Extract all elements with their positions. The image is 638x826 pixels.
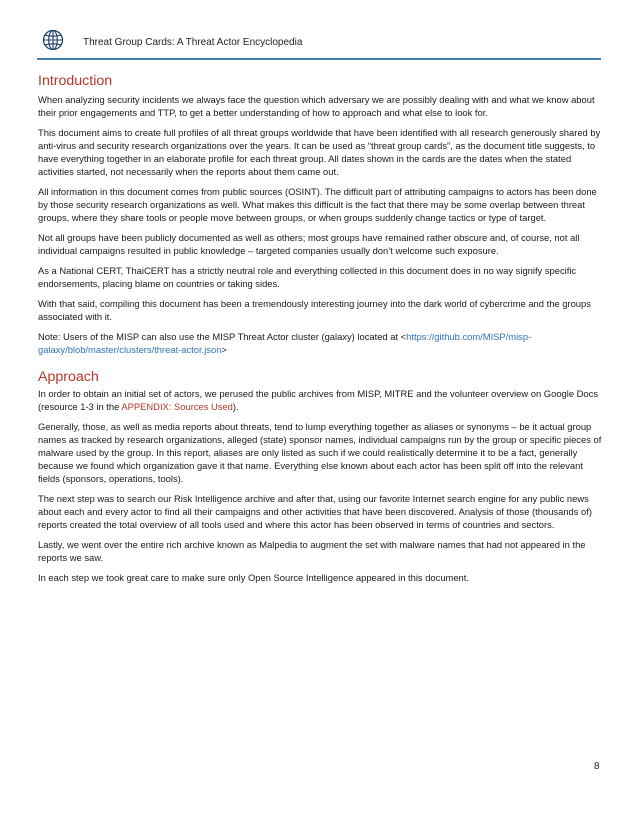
approach-heading: Approach bbox=[38, 369, 99, 385]
approach-paragraph-5: In each step we took great care to make sure only Open Source Intelligence appeared in this document. bbox=[38, 572, 469, 583]
intro-paragraph-2: This document aims to create full profiles of all threat groups worldwide that have been identified with all research generously shared by anti-virus and security research organizations over the years. It can be used as “threat group cards”, as the document title suggests, to have everything together in an elaborate profile for each threat group. All dates shown in the cards are the dates when the stated activities started, not necessarily when the reports about them came out. bbox=[38, 127, 601, 177]
document-title: Threat Group Cards: A Threat Actor Encyclopedia bbox=[83, 37, 303, 48]
approach-paragraph-2: Generally, those, as well as media reports about threats, tend to lump everything together as aliases or synonyms – be it actual group names as tracked by research organizations, alleged (state) sponsor names, individual campaigns run by the group or specific pieces of malware used by the group. In this report, aliases are only listed as such if we could realistically determine it to be a fact, generally because we found which organization gave it that name. Everything else known about each actor has been split off into the relevant fields (sponsors, operations, tools). bbox=[38, 421, 602, 484]
page-content bbox=[38, 73, 604, 591]
intro-paragraph-6: With that said, compiling this document has been a tremendously interesting journey into the dark world of cybercrime and the groups associated with it. bbox=[38, 298, 591, 322]
introduction-heading: Introduction bbox=[38, 73, 113, 89]
intro-paragraph-5: As a National CERT, ThaiCERT has a strictly neutral role and everything collected in this document does in no way signify specific endorsements, placing blame on countries or taking sides. bbox=[38, 265, 577, 289]
intro-paragraph-4: Not all groups have been publicly documented as well as others; most groups have remained rather obscure and, of course, not all individual campaigns resulted in public knowledge – targeted companies usually don’t welcome such exposure. bbox=[38, 232, 580, 256]
globe-icon bbox=[42, 29, 64, 51]
page-header bbox=[37, 28, 601, 60]
misp-note bbox=[38, 330, 604, 356]
appendix-sources-link[interactable]: APPENDIX: Sources Used bbox=[121, 401, 233, 412]
intro-paragraph-1: When analyzing security incidents we always face the question which adversary we are possibly dealing with and what we know about their prior engagements and TTP, to get a better understanding of how to approach and what else to look for. bbox=[38, 94, 595, 118]
misp-note-suffix: > bbox=[221, 344, 227, 355]
page-number: 8 bbox=[594, 761, 600, 772]
misp-note-prefix: Note: Users of the MISP can also use the MISP Threat Actor cluster (galaxy) located at < bbox=[38, 331, 407, 342]
intro-paragraph-3: All information in this document comes from public sources (OSINT). The difficult part of attributing campaigns to actors has been done by those security research organizations as well. What makes this difficult is the fact that there may be some overlap between threat groups, where they share tools or people move between groups, or when groups suddenly change tactics or type of target. bbox=[38, 186, 597, 223]
misp-galaxy-link[interactable]: https://github.com/MISP/misp-galaxy/blob/master/clusters/threat-actor.json bbox=[38, 331, 532, 355]
approach-paragraph-1 bbox=[38, 387, 604, 413]
approach-p1-suffix: ). bbox=[232, 401, 239, 412]
approach-paragraph-3: The next step was to search our Risk Intelligence archive and after that, using our favorite Internet search engine for any public news about each and every actor to find all their campaigns and other activities that have been discovered. Analysis of those (thousands of) reports created the total overview of all tools used and where this actor has been observed in terms of countries and sectors. bbox=[38, 493, 592, 530]
approach-p1-prefix: In order to obtain an initial set of actors, we perused the public archives from MISP, MITRE and the volunteer overview on Google Docs (resource 1-3 in the bbox=[38, 388, 599, 412]
approach-paragraph-4: Lastly, we went over the entire rich archive known as Malpedia to augment the set with malware names that had not appeared in the reports we saw. bbox=[38, 539, 586, 563]
